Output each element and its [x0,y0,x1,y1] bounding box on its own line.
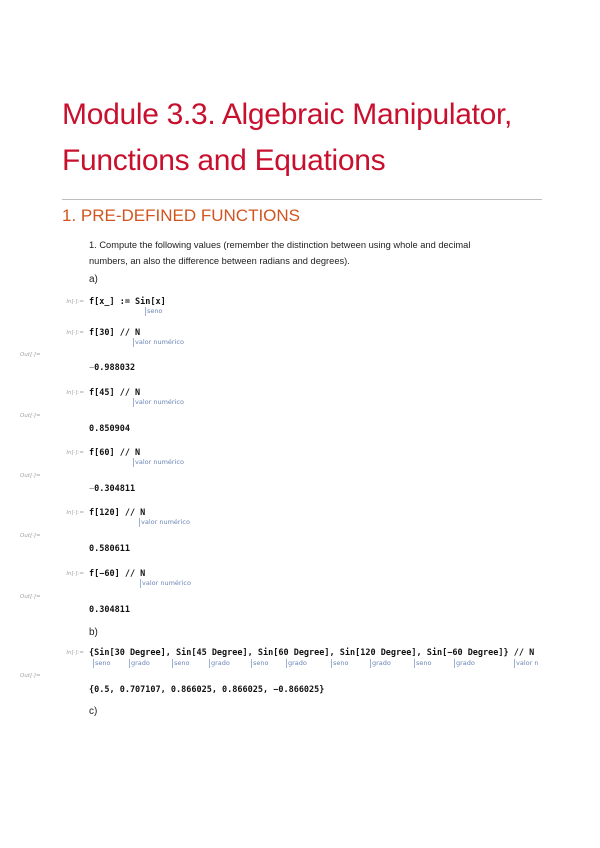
input-cell[interactable]: f[−60] // N [89,569,146,579]
input-cell[interactable]: f[45] // N [89,388,141,398]
part-b-label: b) [89,627,98,638]
page-title [62,92,562,184]
function-annotation: valor numérico [135,338,184,346]
function-annotation: valor numérico [135,398,184,406]
title-divider [62,199,542,200]
output-value: {0.5, 0.707107, 0.866025, 0.866025, −0.866025} [89,685,325,695]
output-value [89,605,130,615]
part-a-label: a) [89,274,98,285]
function-annotation: valor numérico [142,579,191,587]
input-label: In[·]:= [66,650,84,656]
function-annotation: grado [211,659,230,667]
input-label: In[·]:= [66,390,84,396]
function-annotation: seno [147,307,163,315]
output-number: 0.580611 [89,544,130,554]
intro-line-1: 1. Compute the following values (remember the distinction between using whole and decimal [89,240,471,250]
input-cell[interactable]: f[60] // N [89,448,141,458]
output-value [89,544,130,554]
output-number: 0.988032 [94,363,136,373]
intro-paragraph [89,237,539,269]
section-heading: 1. PRE-DEFINED FUNCTIONS [62,206,301,225]
output-number: 0.850904 [89,424,130,434]
function-annotation: valor numérico [141,518,190,526]
input-label: In[·]:= [66,330,84,336]
function-annotation: grado [456,659,475,667]
function-annotation: seno [416,659,432,667]
input-label: In[·]:= [66,450,84,456]
output-sign: − [89,484,95,494]
input-label: In[·]:= [66,299,84,305]
input-cell[interactable]: f[120] // N [89,508,146,518]
input-cell[interactable]: f[30] // N [89,328,141,338]
output-number: 0.304811 [94,484,136,494]
function-annotation: grado [131,659,150,667]
output-number: 0.304811 [89,605,130,615]
input-label: In[·]:= [66,571,84,577]
output-value [89,484,135,494]
function-annotation: valor numérico [135,458,184,466]
title-line-1: Module 3.3. Algebraic Manipulator, [62,98,513,131]
output-value [89,363,135,373]
output-sign: − [89,363,95,373]
function-annotation: seno [95,659,111,667]
input-cell[interactable]: f[x_] := Sin[x] [89,297,166,307]
part-c-label: c) [89,706,98,717]
input-cell[interactable]: {Sin[30 Degree], Sin[45 Degree], Sin[60 Degree], Sin[120 Degree], Sin[−60 Degree]} // N [89,648,535,658]
function-annotation: seno [333,659,349,667]
function-annotation: valor n [514,659,546,668]
function-annotation: grado [372,659,391,667]
output-value [89,424,130,434]
function-annotation: seno [253,659,269,667]
title-line-2: Functions and Equations [62,144,386,177]
function-annotation: grado [288,659,307,667]
function-annotation: seno [174,659,190,667]
intro-line-2: numbers, an also the difference between radians and degrees). [89,256,350,266]
input-label: In[·]:= [66,510,84,516]
